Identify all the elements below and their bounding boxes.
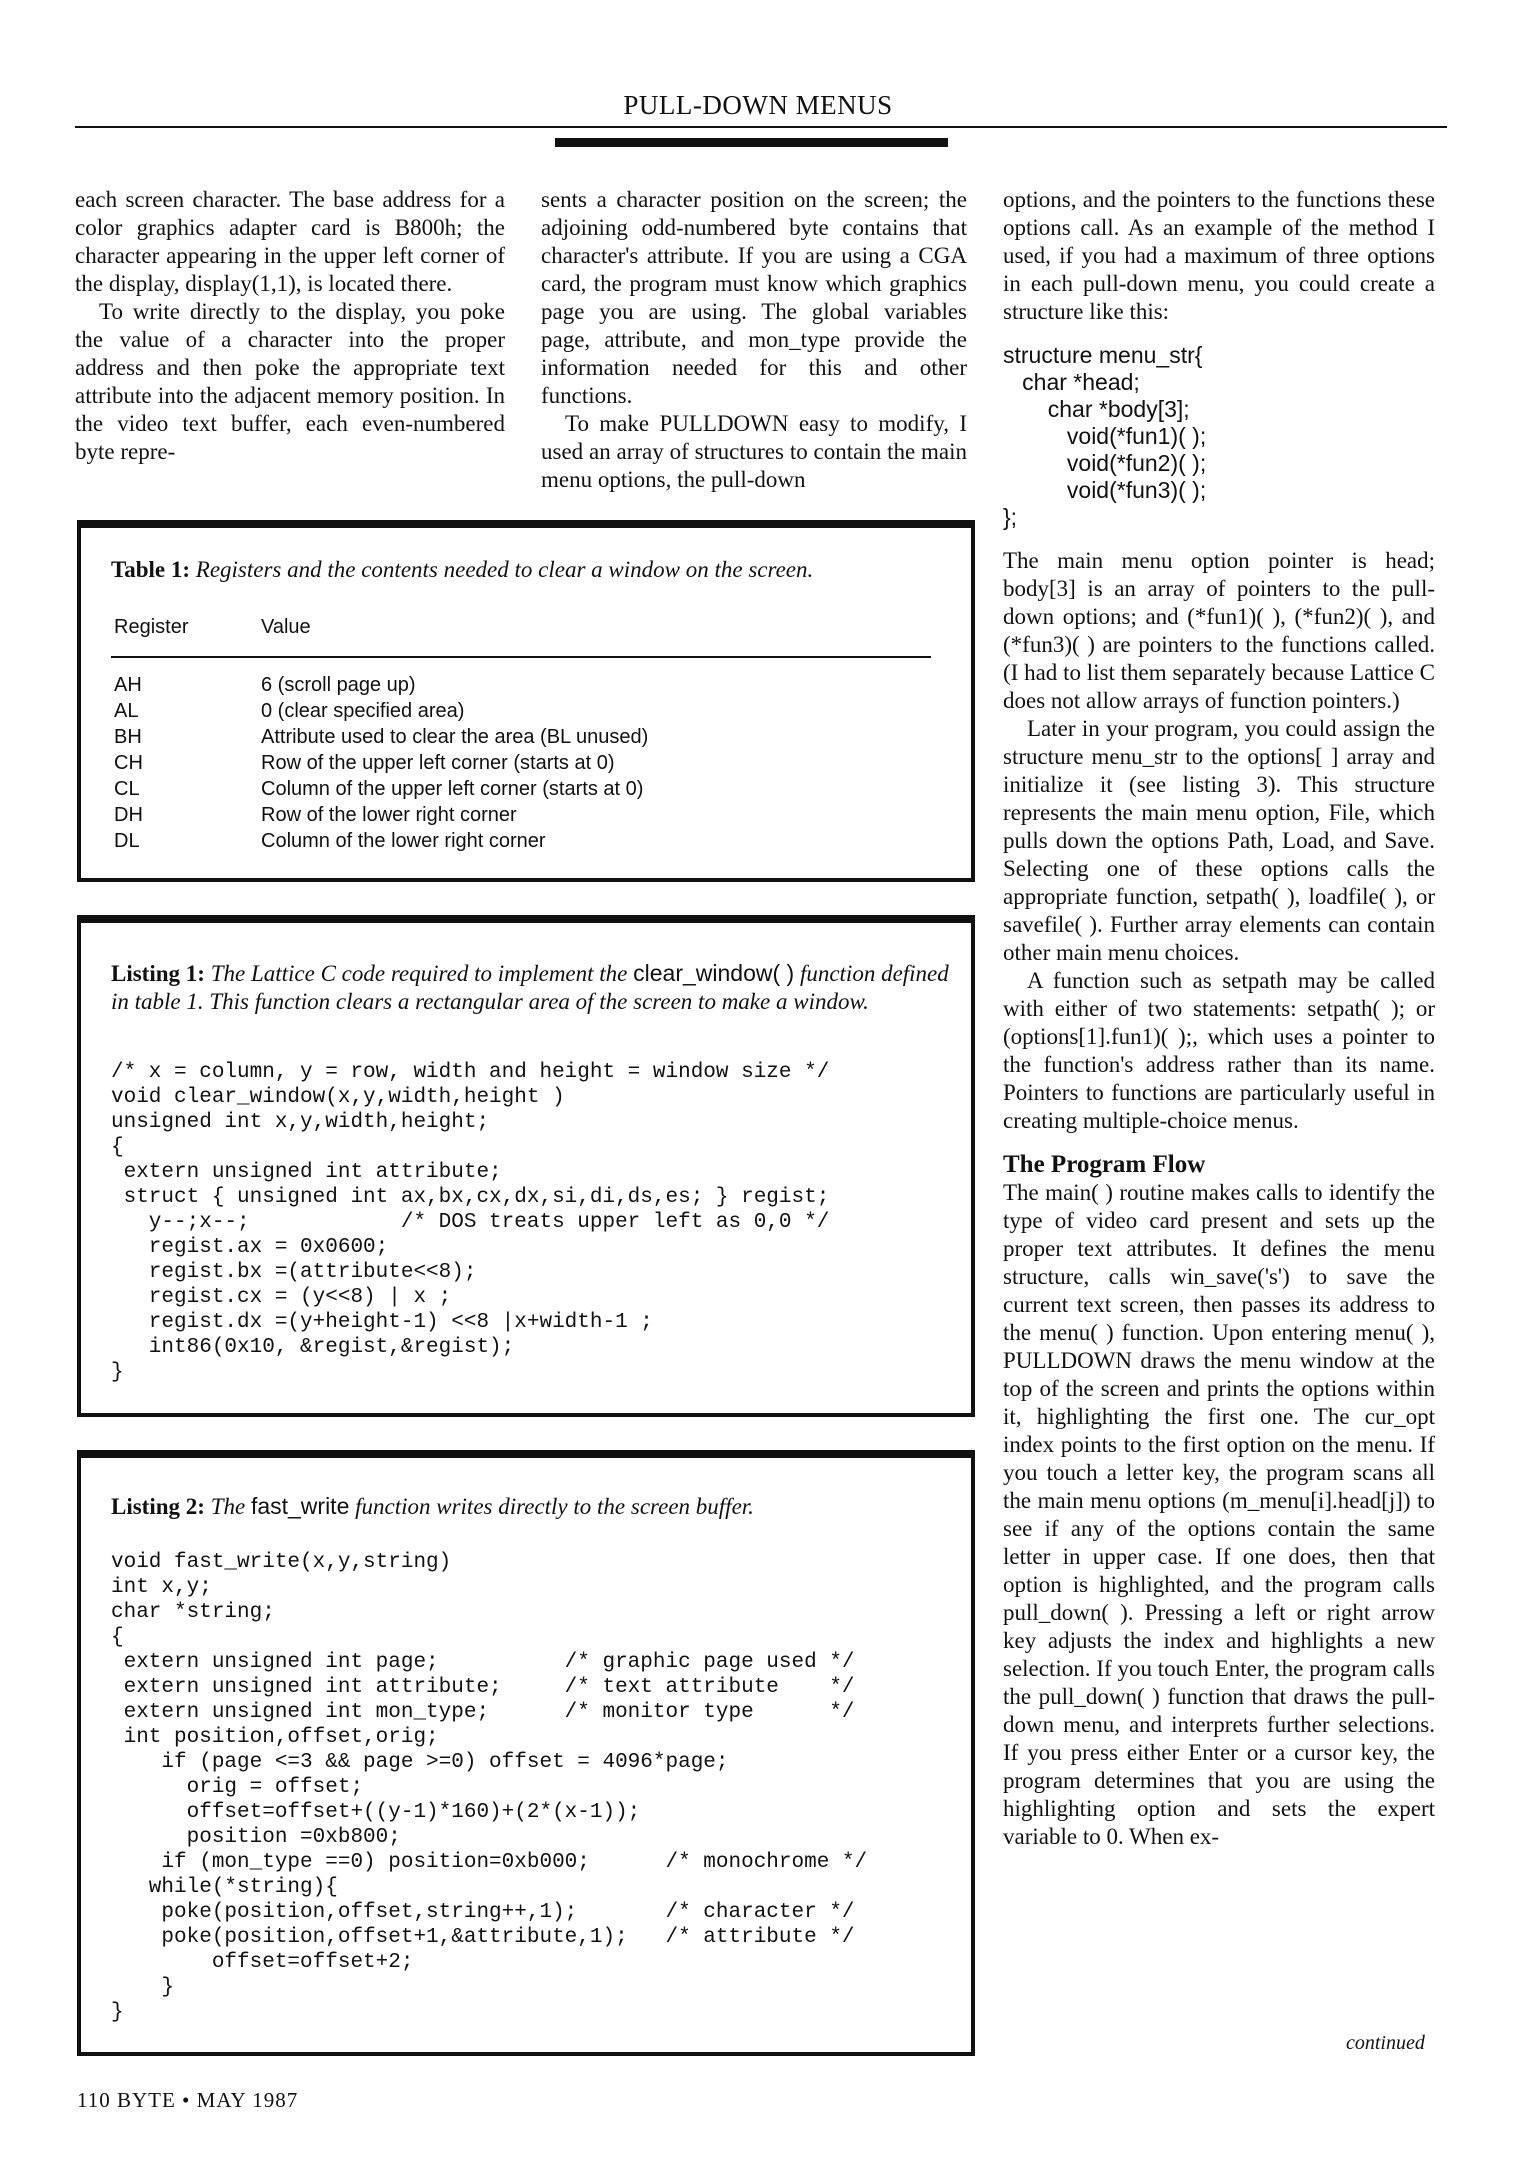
paragraph: A function such as setpath may be called with either of two statements: setpath( ); or (options[1].fun1)( );, which uses a pointer to the function's address rather than its name. Pointers to functions are particularly useful in creating multiple-choice menus.	[1003, 968, 1435, 1133]
table-cell-register: AL	[114, 700, 139, 722]
table-cell-register: CH	[114, 752, 143, 774]
listing-2-caption	[111, 1492, 951, 1521]
table-cell-value: Attribute used to clear the area (BL unused)	[261, 726, 649, 748]
header-bar	[555, 138, 948, 147]
column-header-value: Value	[261, 616, 311, 638]
column-header-register: Register	[114, 616, 189, 638]
header-rule	[75, 126, 1447, 128]
paragraph: The main menu option pointer is head; body[3] is an array of pointers to the pull-down options; and (*fun1)( ), (*fun2)( ), and (*fun3)( ) are pointers to the functions called. (I had to list them separately because Lattice C does not allow arrays of function pointers.)	[1003, 548, 1435, 713]
page-footer: 110 BYTE • MAY 1987	[77, 2088, 299, 2112]
table-cell-value: Row of the lower right corner	[261, 804, 517, 826]
section-heading: The Program Flow	[1003, 1151, 1206, 1178]
table-header-rule	[111, 656, 931, 658]
listing-1-code: /* x = column, y = row, width and height = window size */ void clear_window(x,y,width,height ) unsigned int x,y,width,height; { extern unsigned int attribute; struct { unsigned int ax,bx,cx,dx,si,di,ds,es; } regist; y--;x--; /* DOS treats upper left as 0,0 */ regist.ax = 0x0600; regist.bx =(attribute<<8); regist.cx = (y<<8) | x ; regist.dx =(y+height-1) <<8 |x+width-1 ; int86(0x10, &regist,&regist); }	[111, 1061, 830, 1384]
listing-1-caption-fn: clear_window( )	[633, 960, 795, 986]
paragraph: options, and the pointers to the functions these options call. As an example of the method I used, if you had a maximum of three options in each pull-down menu, you could create a structure like this:	[1003, 187, 1435, 324]
table-cell-value: 6 (scroll page up)	[261, 674, 416, 696]
paragraph: To make PULLDOWN easy to modify, I used an array of structures to contain the main menu options, the pull-down	[541, 411, 967, 492]
listing-2-code: void fast_write(x,y,string) int x,y; char *string; { extern unsigned int page; /* graphic page used */ extern unsigned int attribute; /* text attribute */ extern unsigned int mon_type; /* monitor type */ int position,offset,orig; if (page <=3 && page >=0) offset = 4096*page; orig = offset; offset=offset+((y-1)*160)+(2*(x-1)); position =0xb800; if (mon_type ==0) position=0xb000; /* monochrome */ while(*string){ poke(position,offset,string++,1); /* character */ poke(position,offset+1,&attribute,1); /* attribute */ offset=offset+2; } }	[111, 1551, 868, 2024]
listing-2-box	[77, 1450, 975, 2056]
table-cell-value: 0 (clear specified area)	[261, 700, 465, 722]
listing-2-label: Listing 2:	[111, 1494, 205, 1519]
listing-1-label: Listing 1:	[111, 961, 205, 986]
paragraph: sents a character position on the screen; the adjoining odd-numbered byte contains that character's attribute. If you are using a CGA card, the program must know which graphics page you are using. The global variables page, attribute, and mon_type provide the information needed for this and other functions.	[541, 187, 967, 408]
listing-2-caption-fn: fast_write	[250, 1493, 350, 1519]
table-cell-register: CL	[114, 778, 140, 800]
structure-code: structure menu_str{ char *head; char *body[3]; void(*fun1)( ); void(*fun2)( ); void(*fun3)( ); };	[1003, 342, 1207, 530]
listing-2-caption-b: function writes directly to the screen buffer.	[355, 1494, 754, 1519]
table-cell-register: DH	[114, 804, 143, 826]
paragraph: The main( ) routine makes calls to identify the type of video card present and sets up the proper text attributes. It defines the menu structure, calls win_save('s') to save the current text screen, then passes its address to the menu( ) function. Upon entering menu( ), PULLDOWN draws the menu window at the top of the screen and prints the options within it, highlighting the first one. The cur_opt index points to the first option on the menu. If you touch a letter key, the program scans all the main menu options (m_menu[i].head[j]) to see if any of the options contain the same letter in upper case. If one does, then that option is highlighted, and the program calls pull_down( ). Pressing a left or right arrow key adjusts the index and highlights a new selection. If you touch Enter, the program calls the pull_down( ) function that draws the pull-down menu, and interprets further selections. If you press either Enter or a cursor key, the program determines that you are using the highlighting option and sets the expert variable to 0. When ex-	[1003, 1180, 1435, 1849]
table-cell-register: AH	[114, 674, 142, 696]
listing-1-box	[77, 915, 975, 1417]
table-1-label: Table 1:	[111, 557, 191, 582]
table-cell-register: DL	[114, 830, 140, 852]
table-1-caption-text: Registers and the contents needed to clear a window on the screen.	[195, 557, 814, 582]
continued-note: continued	[1346, 2032, 1425, 2054]
table-cell-register: BH	[114, 726, 142, 748]
table-1-caption	[111, 556, 951, 584]
column-1	[75, 186, 505, 466]
table-cell-value: Column of the upper left corner (starts at 0)	[261, 778, 644, 800]
listing-1-caption	[111, 959, 951, 1016]
listing-2-caption-a: The	[210, 1494, 246, 1519]
paragraph: To write directly to the display, you poke the value of a character into the proper address and then poke the appropriate text attribute into the adjacent memory position. In the video text buffer, each even-numbered byte repre-	[75, 299, 505, 464]
table-1-box	[77, 520, 975, 882]
paragraph: Later in your program, you could assign the structure menu_str to the options[ ] array and initialize it (see listing 3). This structure represents the main menu option, File, which pulls down the options Path, Load, and Save. Selecting one of these options calls the appropriate function, setpath( ), loadfile( ), or savefile( ). Further array elements can contain other main menu choices.	[1003, 716, 1435, 965]
listing-1-caption-b: function defined in table 1. This function clears a rectangular area of the screen to make a window.	[111, 961, 949, 1014]
table-cell-value: Column of the lower right corner	[261, 830, 546, 852]
running-header: PULL-DOWN MENUS	[623, 90, 893, 120]
paragraph: each screen character. The base address for a color graphics adapter card is B800h; the character appearing in the upper left corner of the display, display(1,1), is located there.	[75, 187, 505, 296]
column-2	[541, 186, 967, 494]
listing-1-caption-a: The Lattice C code required to implement the	[210, 961, 628, 986]
column-3	[1003, 186, 1435, 1851]
table-cell-value: Row of the upper left corner (starts at 0)	[261, 752, 615, 774]
